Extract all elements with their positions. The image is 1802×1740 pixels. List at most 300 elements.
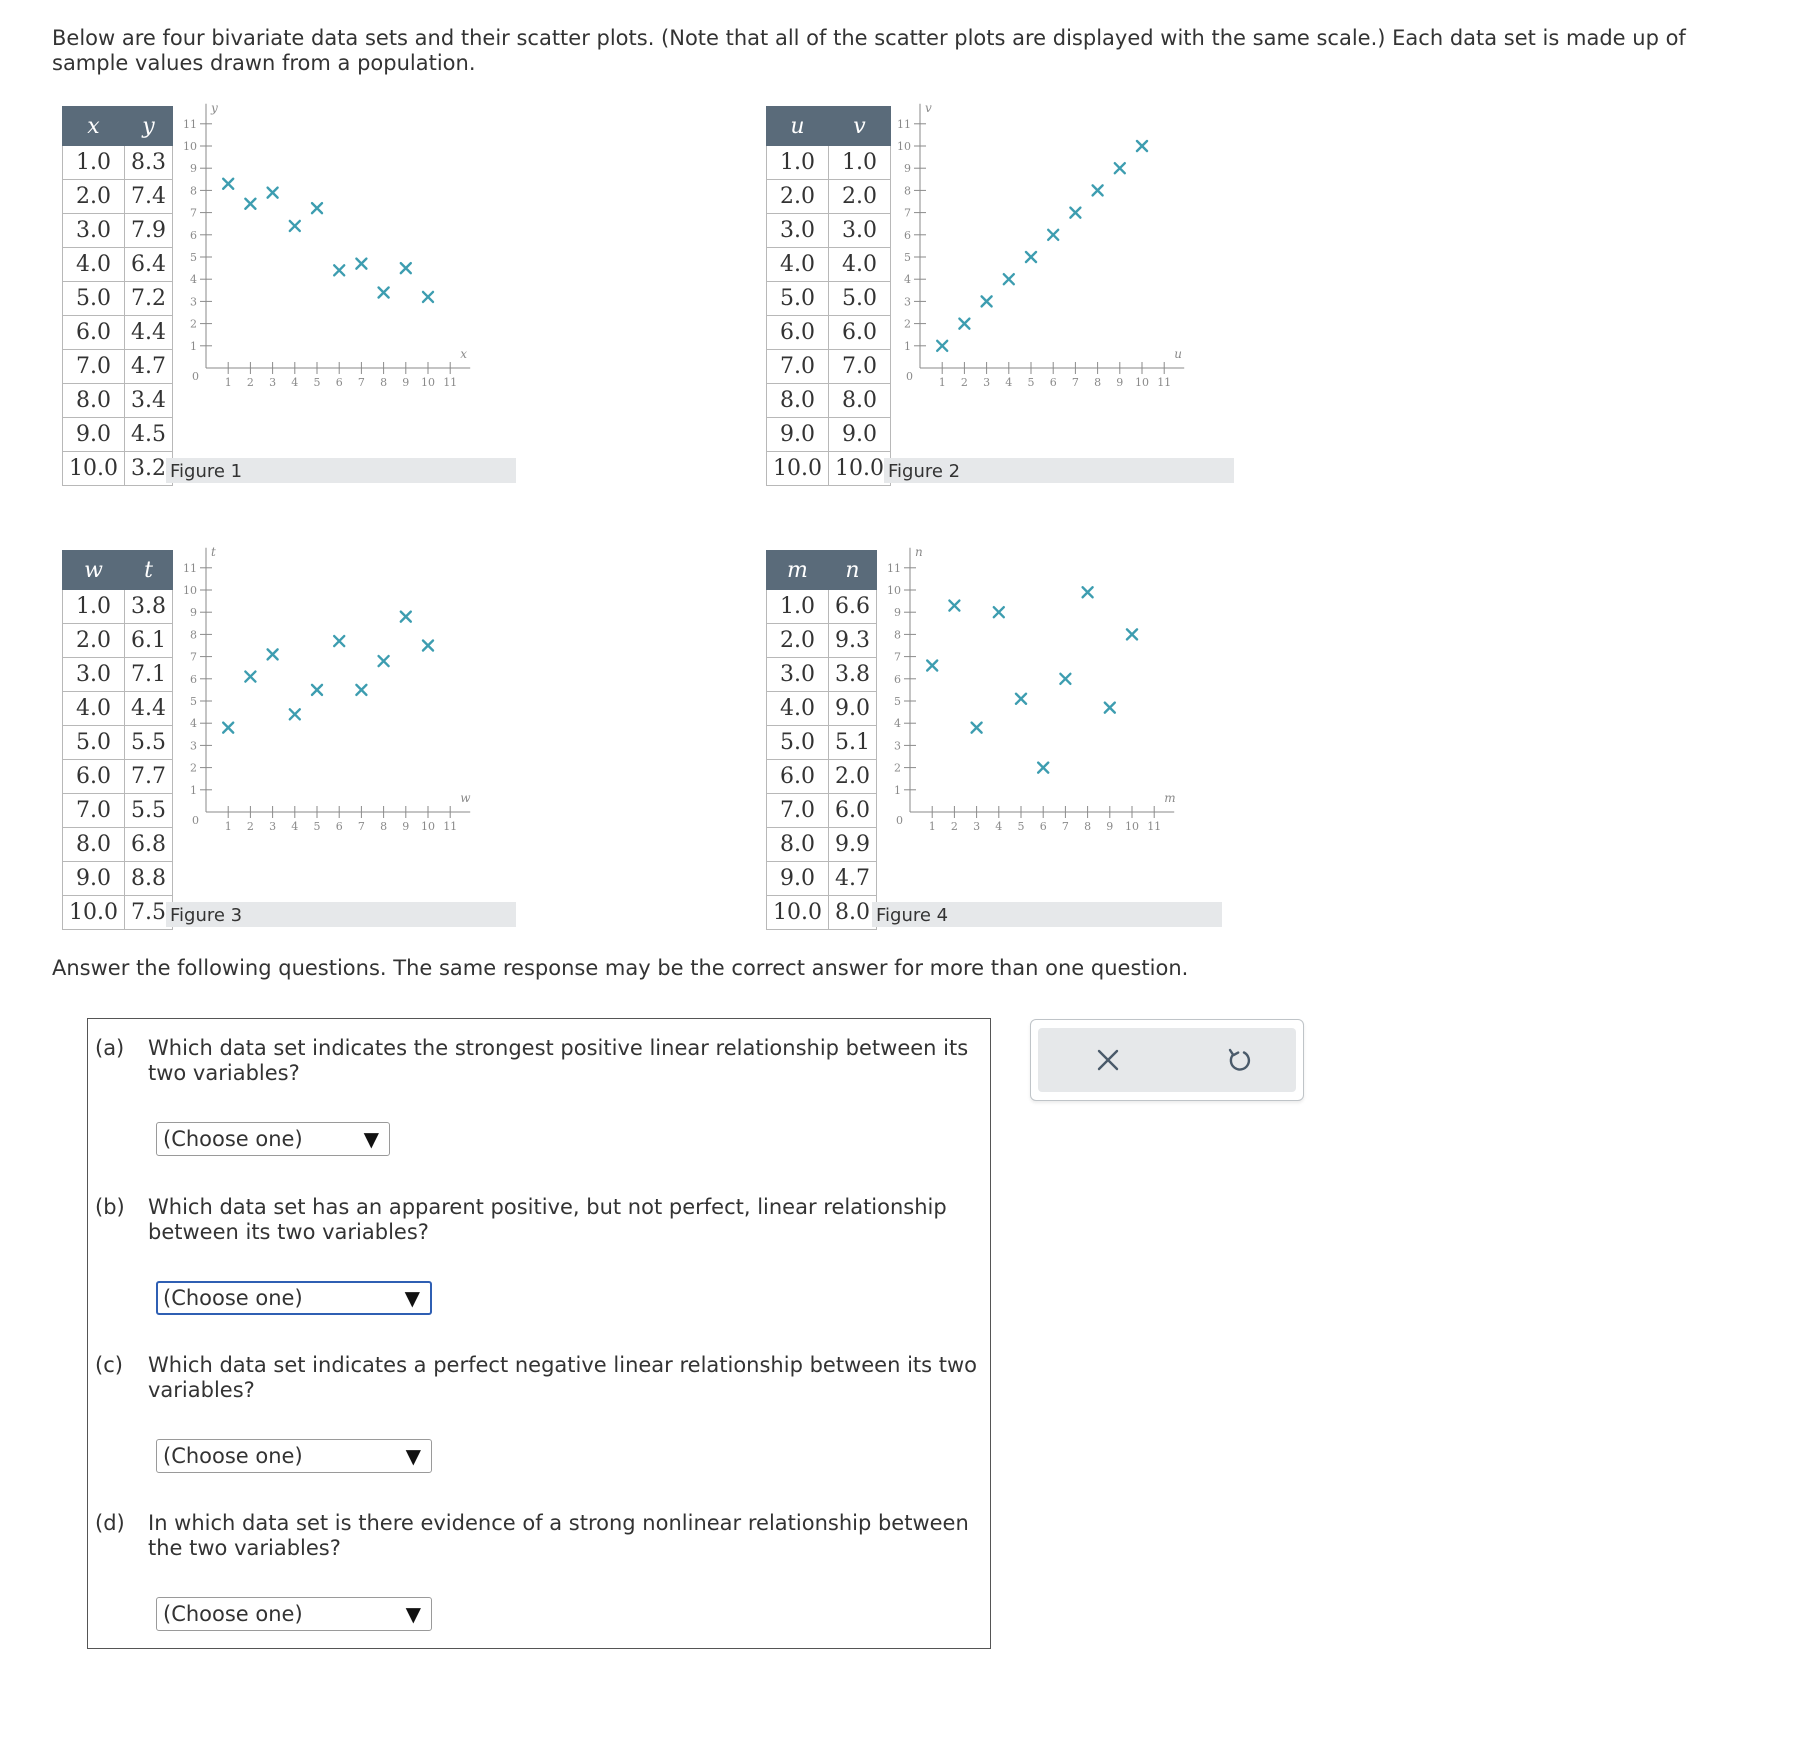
origin-label: 0 <box>906 370 913 383</box>
dropdown-arrow-icon: ▼ <box>363 1127 379 1151</box>
question-text: Which data set has an apparent positive, but not perfect, linear relationship between its two variables? <box>148 1195 947 1244</box>
y-tick-label: 11 <box>183 117 197 131</box>
table-cell: 9.0 <box>63 862 125 896</box>
y-tick-label: 9 <box>190 162 197 176</box>
dropdown-arrow-icon: ▼ <box>405 1444 421 1468</box>
table-cell: 5.0 <box>63 282 125 316</box>
table-cell: 8.0 <box>828 384 890 418</box>
y-tick-label: 11 <box>897 117 911 131</box>
table-cell: 7.9 <box>124 214 172 248</box>
table-header: t <box>124 551 172 590</box>
table-row <box>63 590 173 624</box>
table-header: y <box>124 107 172 146</box>
data-point <box>1070 208 1080 218</box>
data-point <box>959 319 969 329</box>
table-row <box>767 658 877 692</box>
data-table <box>62 106 173 486</box>
y-axis-label: n <box>915 544 923 559</box>
table-cell: 6.8 <box>124 828 172 862</box>
x-tick-label: 6 <box>335 376 343 389</box>
table-row <box>63 452 173 486</box>
x-tick-label: 7 <box>1071 376 1079 389</box>
table-cell: 7.4 <box>124 180 172 214</box>
table-cell: 3.0 <box>828 214 890 248</box>
data-point <box>312 685 322 695</box>
table-row <box>63 214 173 248</box>
table-cell: 8.0 <box>767 828 829 862</box>
data-point <box>1004 274 1014 284</box>
table-cell: 6.0 <box>63 316 125 350</box>
y-tick-label: 8 <box>894 628 901 642</box>
table-row <box>767 180 891 214</box>
y-tick-label: 10 <box>183 140 197 153</box>
table-cell: 1.0 <box>767 146 829 180</box>
x-tick-label: 1 <box>224 820 232 833</box>
table-cell: 5.5 <box>124 726 172 760</box>
y-tick-label: 8 <box>904 184 911 198</box>
table-cell: 5.0 <box>828 282 890 316</box>
x-tick-label: 5 <box>313 376 321 389</box>
table-cell: 3.2 <box>124 452 172 486</box>
x-axis-label: m <box>1164 791 1176 805</box>
y-tick-label: 4 <box>190 717 197 731</box>
scatter-plot <box>876 544 1286 895</box>
table-cell: 4.0 <box>767 692 829 726</box>
x-axis-label: w <box>460 791 471 805</box>
data-point <box>1060 674 1070 684</box>
figure-4-panel <box>766 544 1226 930</box>
y-axis-label: y <box>211 100 218 115</box>
data-point <box>312 203 322 213</box>
question-text: In which data set is there evidence of a strong nonlinear relationship between the two variables? <box>148 1511 969 1560</box>
y-tick-label: 6 <box>190 672 197 686</box>
y-tick-label: 1 <box>894 783 901 797</box>
table-cell: 7.2 <box>124 282 172 316</box>
x-tick-label: 11 <box>443 820 458 833</box>
x-tick-label: 9 <box>1116 376 1124 389</box>
table-row <box>63 282 173 316</box>
table-cell: 10.0 <box>63 452 125 486</box>
table-cell: 6.4 <box>124 248 172 282</box>
y-tick-label: 3 <box>904 295 911 309</box>
y-tick-label: 5 <box>190 251 197 264</box>
table-row <box>767 146 891 180</box>
table-cell: 9.0 <box>767 418 829 452</box>
data-point <box>356 685 366 695</box>
data-point <box>1083 587 1093 597</box>
table-cell: 3.0 <box>63 658 125 692</box>
y-tick-label: 9 <box>904 162 911 176</box>
x-tick-label: 7 <box>1061 820 1069 833</box>
table-row <box>63 316 173 350</box>
data-table <box>62 550 173 930</box>
table-row <box>767 316 891 350</box>
table-row <box>767 794 877 828</box>
table-cell: 2.0 <box>767 624 829 658</box>
data-point <box>290 221 300 231</box>
y-tick-label: 10 <box>183 584 197 597</box>
x-tick-label: 6 <box>1039 820 1047 833</box>
answer-select-b[interactable] <box>156 1281 432 1315</box>
table-cell: 1.0 <box>63 590 125 624</box>
x-tick-label: 4 <box>291 820 299 833</box>
data-point <box>401 263 411 273</box>
y-tick-label: 4 <box>190 273 197 287</box>
table-cell: 5.1 <box>828 726 876 760</box>
table-row <box>63 692 173 726</box>
table-cell: 1.0 <box>63 146 125 180</box>
table-cell: 5.0 <box>767 726 829 760</box>
x-tick-label: 1 <box>224 376 232 389</box>
data-point <box>245 672 255 682</box>
y-tick-label: 2 <box>190 761 197 775</box>
data-point <box>1105 703 1115 713</box>
data-point <box>223 723 233 733</box>
x-tick-label: 5 <box>1017 820 1025 833</box>
x-tick-label: 2 <box>246 820 254 833</box>
x-tick-label: 11 <box>1147 820 1162 833</box>
table-cell: 7.0 <box>828 350 890 384</box>
question-letter: (c) <box>95 1353 123 1377</box>
x-tick-label: 9 <box>1106 820 1114 833</box>
table-cell: 3.0 <box>63 214 125 248</box>
table-cell: 10.0 <box>767 452 829 486</box>
table-header: n <box>828 551 876 590</box>
origin-label: 0 <box>192 370 199 383</box>
data-point <box>982 296 992 306</box>
y-tick-label: 1 <box>904 339 911 353</box>
x-tick-label: 10 <box>1125 820 1139 833</box>
x-tick-label: 3 <box>269 376 277 389</box>
data-point <box>268 188 278 198</box>
question-text: Which data set indicates a perfect negative linear relationship between its two variables? <box>148 1353 978 1402</box>
figure-caption: Figure 4 <box>872 902 1222 927</box>
y-tick-label: 6 <box>894 672 901 686</box>
origin-label: 0 <box>896 814 903 827</box>
y-tick-label: 10 <box>897 140 911 153</box>
table-row <box>767 760 877 794</box>
table-row <box>767 828 877 862</box>
x-tick-label: 8 <box>380 820 388 833</box>
answer-select-d[interactable] <box>156 1597 432 1631</box>
y-tick-label: 7 <box>190 650 197 664</box>
y-tick-label: 3 <box>894 739 901 753</box>
table-cell: 6.0 <box>63 760 125 794</box>
y-tick-label: 5 <box>904 251 911 264</box>
data-point <box>937 341 947 351</box>
table-row <box>63 760 173 794</box>
table-cell: 7.1 <box>124 658 172 692</box>
table-cell: 8.0 <box>63 828 125 862</box>
answer-select-c[interactable] <box>156 1439 432 1473</box>
table-cell: 2.0 <box>63 180 125 214</box>
data-point <box>972 723 982 733</box>
y-tick-label: 9 <box>190 606 197 620</box>
x-tick-label: 2 <box>950 820 958 833</box>
figure-3-panel <box>62 544 522 930</box>
table-cell: 7.0 <box>63 350 125 384</box>
x-tick-label: 10 <box>421 376 435 389</box>
y-tick-label: 7 <box>190 206 197 220</box>
table-body <box>767 146 891 486</box>
data-point <box>1115 163 1125 173</box>
data-point <box>1048 230 1058 240</box>
y-tick-label: 6 <box>904 228 911 242</box>
question-text: Which data set indicates the strongest positive linear relationship between its two variables? <box>148 1036 969 1085</box>
y-axis-label: t <box>211 544 216 559</box>
table-cell: 10.0 <box>63 896 125 930</box>
y-tick-label: 4 <box>904 273 911 287</box>
y-tick-label: 2 <box>904 317 911 331</box>
question-letter: (b) <box>95 1195 125 1219</box>
table-cell: 7.0 <box>63 794 125 828</box>
x-tick-label: 1 <box>928 820 936 833</box>
x-tick-label: 6 <box>1049 376 1057 389</box>
table-row <box>767 418 891 452</box>
x-tick-label: 5 <box>313 820 321 833</box>
table-cell: 1.0 <box>767 590 829 624</box>
y-tick-label: 3 <box>190 739 197 753</box>
x-tick-label: 3 <box>983 376 991 389</box>
y-tick-label: 2 <box>190 317 197 331</box>
clear-button[interactable] <box>1090 1042 1126 1078</box>
x-tick-label: 10 <box>421 820 435 833</box>
table-cell: 5.0 <box>63 726 125 760</box>
question-letter: (d) <box>95 1511 125 1535</box>
table-cell: 7.5 <box>124 896 172 930</box>
x-tick-label: 4 <box>1005 376 1013 389</box>
table-cell: 9.0 <box>828 418 890 452</box>
x-tick-label: 8 <box>1094 376 1102 389</box>
table-cell: 6.0 <box>767 760 829 794</box>
x-tick-label: 6 <box>335 820 343 833</box>
table-row <box>767 282 891 316</box>
table-row <box>63 180 173 214</box>
y-tick-label: 5 <box>894 695 901 708</box>
dropdown-arrow-icon: ▼ <box>405 1602 421 1626</box>
data-point <box>949 601 959 611</box>
x-tick-label: 3 <box>973 820 981 833</box>
table-cell: 3.4 <box>124 384 172 418</box>
data-point <box>334 636 344 646</box>
undo-icon <box>1221 1042 1257 1078</box>
table-cell: 6.0 <box>828 316 890 350</box>
scatter-plot <box>886 100 1296 451</box>
table-cell: 8.0 <box>63 384 125 418</box>
x-tick-label: 2 <box>246 376 254 389</box>
table-row <box>63 146 173 180</box>
table-cell: 8.8 <box>124 862 172 896</box>
answer-instructions: Answer the following questions. The same response may be the correct answer for more than one question. <box>52 956 1189 980</box>
select-value: (Choose one) <box>163 1444 303 1468</box>
toolbar-inner <box>1038 1028 1296 1092</box>
x-tick-label: 4 <box>995 820 1003 833</box>
x-tick-label: 9 <box>402 376 410 389</box>
y-tick-label: 7 <box>894 650 901 664</box>
close-icon <box>1090 1042 1126 1078</box>
y-tick-label: 11 <box>183 561 197 575</box>
table-cell: 4.7 <box>828 862 876 896</box>
figure-caption: Figure 2 <box>884 458 1234 483</box>
select-value: (Choose one) <box>163 1127 303 1151</box>
table-cell: 4.0 <box>63 248 125 282</box>
y-tick-label: 5 <box>190 695 197 708</box>
x-tick-label: 11 <box>443 376 458 389</box>
table-row <box>767 624 877 658</box>
y-tick-label: 11 <box>887 561 901 575</box>
table-cell: 2.0 <box>828 180 890 214</box>
table-row <box>63 828 173 862</box>
y-tick-label: 1 <box>190 339 197 353</box>
y-tick-label: 10 <box>887 584 901 597</box>
y-tick-label: 7 <box>904 206 911 220</box>
data-point <box>268 649 278 659</box>
table-cell: 5.0 <box>767 282 829 316</box>
table-cell: 6.1 <box>124 624 172 658</box>
table-cell: 6.6 <box>828 590 876 624</box>
table-header: w <box>63 551 125 590</box>
table-row <box>63 896 173 930</box>
x-tick-label: 4 <box>291 376 299 389</box>
table-cell: 8.0 <box>828 896 876 930</box>
y-tick-label: 9 <box>894 606 901 620</box>
table-cell: 3.0 <box>767 658 829 692</box>
table-cell: 10.0 <box>767 896 829 930</box>
y-tick-label: 3 <box>190 295 197 309</box>
data-point <box>1038 763 1048 773</box>
table-row <box>63 350 173 384</box>
x-axis-label: u <box>1174 347 1182 361</box>
table-cell: 4.0 <box>767 248 829 282</box>
y-tick-label: 1 <box>190 783 197 797</box>
table-cell: 9.3 <box>828 624 876 658</box>
data-point <box>1137 141 1147 151</box>
table-row <box>767 726 877 760</box>
table-cell: 9.9 <box>828 828 876 862</box>
data-point <box>290 709 300 719</box>
data-point <box>423 641 433 651</box>
data-table <box>766 106 891 486</box>
select-value: (Choose one) <box>163 1286 303 1310</box>
select-value: (Choose one) <box>163 1602 303 1626</box>
y-axis-label: v <box>925 100 932 115</box>
table-row <box>63 384 173 418</box>
table-cell: 9.0 <box>828 692 876 726</box>
figure-2-panel <box>766 100 1226 486</box>
table-row <box>63 726 173 760</box>
y-tick-label: 8 <box>190 184 197 198</box>
x-tick-label: 3 <box>269 820 277 833</box>
table-cell: 9.0 <box>767 862 829 896</box>
data-point <box>356 259 366 269</box>
table-cell: 7.0 <box>767 350 829 384</box>
table-row <box>63 248 173 282</box>
table-cell: 9.0 <box>63 418 125 452</box>
table-row <box>767 896 877 930</box>
x-tick-label: 5 <box>1027 376 1035 389</box>
data-table <box>766 550 877 930</box>
scatter-plot <box>172 100 582 451</box>
undo-button[interactable] <box>1221 1042 1257 1078</box>
table-cell: 10.0 <box>828 452 890 486</box>
x-tick-label: 7 <box>357 376 365 389</box>
data-point <box>245 199 255 209</box>
table-cell: 7.7 <box>124 760 172 794</box>
data-point <box>379 288 389 298</box>
table-header: u <box>767 107 829 146</box>
table-body <box>63 146 173 486</box>
data-point <box>1093 185 1103 195</box>
table-cell: 4.0 <box>63 692 125 726</box>
y-tick-label: 2 <box>894 761 901 775</box>
table-row <box>767 590 877 624</box>
y-tick-label: 6 <box>190 228 197 242</box>
table-cell: 8.3 <box>124 146 172 180</box>
table-cell: 3.8 <box>828 658 876 692</box>
data-point <box>401 612 411 622</box>
table-cell: 6.0 <box>767 316 829 350</box>
table-body <box>767 590 877 930</box>
table-row <box>63 794 173 828</box>
table-cell: 2.0 <box>63 624 125 658</box>
table-cell: 4.5 <box>124 418 172 452</box>
table-cell: 1.0 <box>828 146 890 180</box>
table-cell: 7.0 <box>767 794 829 828</box>
dropdown-arrow-icon: ▼ <box>404 1286 420 1310</box>
table-header: v <box>828 107 890 146</box>
x-tick-label: 8 <box>1084 820 1092 833</box>
answer-toolbar <box>1030 1019 1304 1101</box>
table-cell: 5.5 <box>124 794 172 828</box>
table-cell: 4.4 <box>124 692 172 726</box>
questions-panel <box>87 1018 991 1649</box>
answer-select-a[interactable] <box>156 1122 390 1156</box>
table-row <box>63 418 173 452</box>
table-cell: 2.0 <box>828 760 876 794</box>
data-point <box>1016 694 1026 704</box>
table-row <box>767 214 891 248</box>
data-point <box>927 660 937 670</box>
x-tick-label: 9 <box>402 820 410 833</box>
data-point <box>994 607 1004 617</box>
table-row <box>767 452 891 486</box>
table-cell: 4.7 <box>124 350 172 384</box>
table-cell: 2.0 <box>767 180 829 214</box>
data-point <box>223 179 233 189</box>
data-point <box>379 656 389 666</box>
data-point <box>423 292 433 302</box>
table-row <box>63 862 173 896</box>
figure-caption: Figure 3 <box>166 902 516 927</box>
table-row <box>767 692 877 726</box>
figure-caption: Figure 1 <box>166 458 516 483</box>
y-tick-label: 4 <box>894 717 901 731</box>
figure-1-panel <box>62 100 522 486</box>
x-tick-label: 1 <box>938 376 946 389</box>
x-tick-label: 8 <box>380 376 388 389</box>
table-cell: 4.0 <box>828 248 890 282</box>
table-row <box>63 658 173 692</box>
origin-label: 0 <box>192 814 199 827</box>
table-body <box>63 590 173 930</box>
table-header: m <box>767 551 829 590</box>
table-row <box>767 350 891 384</box>
x-axis-label: x <box>460 347 467 361</box>
table-row <box>767 384 891 418</box>
data-point <box>334 265 344 275</box>
table-cell: 3.8 <box>124 590 172 624</box>
table-cell: 3.0 <box>767 214 829 248</box>
